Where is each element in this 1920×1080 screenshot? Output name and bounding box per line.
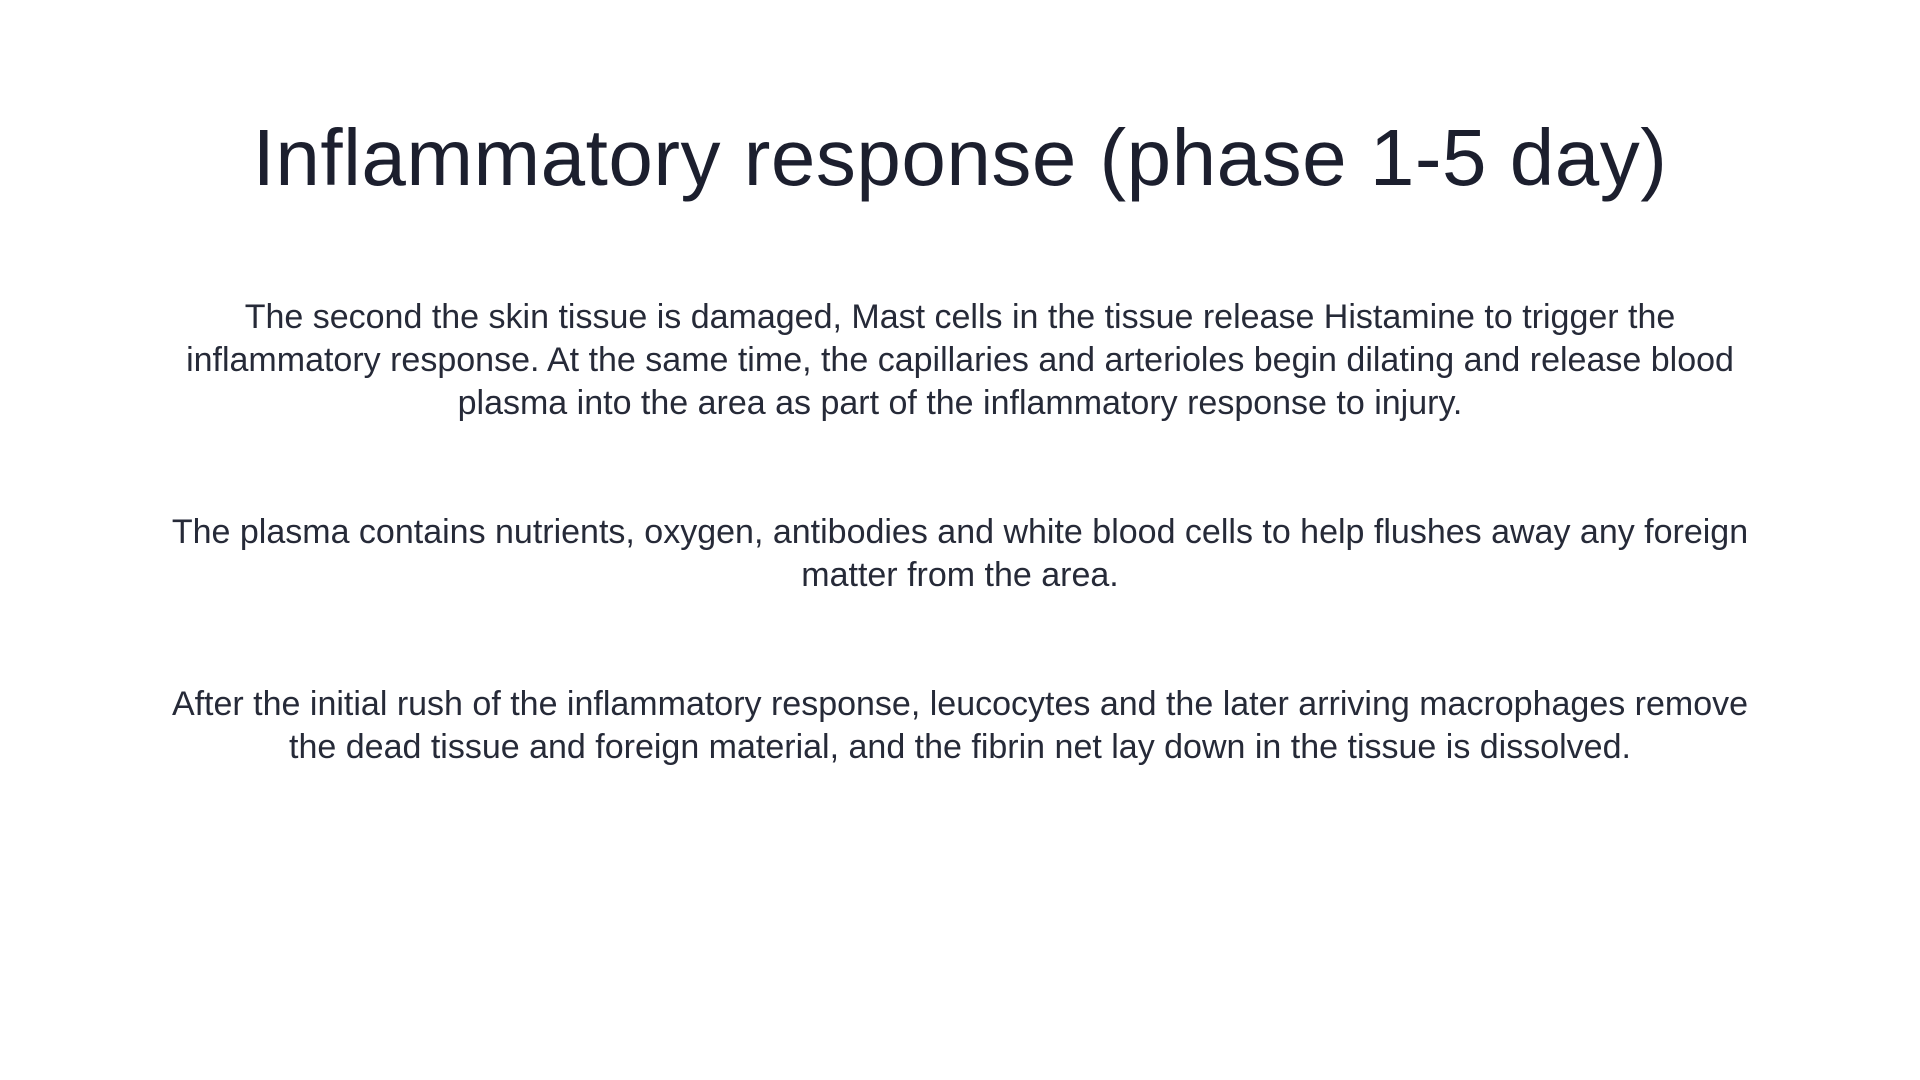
paragraph-mast-cells: The second the skin tissue is damaged, Mast cells in the tissue release Histamine to trigger the inflammatory response. At the same time, the capillaries and arterioles begin dilating and release blood plasma into the area as part of the inflammatory response to injury. [186,298,1734,422]
slide-body [170,296,1750,855]
slide-title: Inflammatory response (phase 1-5 day) [252,113,1668,202]
paragraph-leucocytes: After the initial rush of the inflammatory response, leucocytes and the later arriving macrophages remove the dead tissue and foreign material, and the fibrin net lay down in the tissue is dissolved. [171,685,1749,766]
paragraph-plasma: The plasma contains nutrients, oxygen, antibodies and white blood cells to help flushes away any foreign matter from the area. [171,513,1749,594]
